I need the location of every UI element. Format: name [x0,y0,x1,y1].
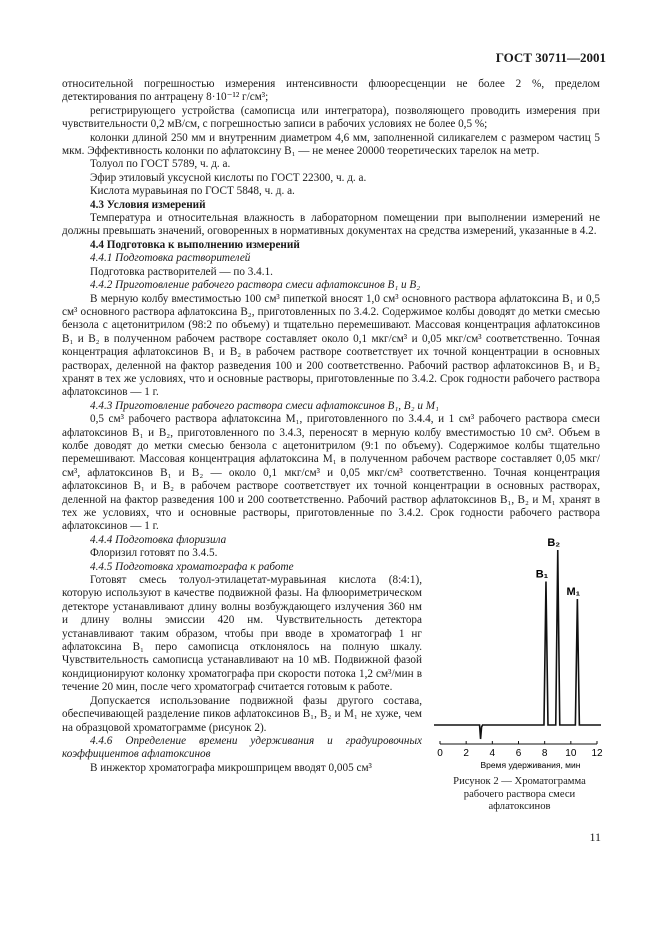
subsection-heading: 4.4.2 Приготовление рабочего раствора смеси афлатоксинов B₁ и B₂ [90,279,421,292]
x-tick-label: 8 [541,748,548,759]
paragraph: В мерную колбу вместимостью 100 см³ пипеткой вносят 1,0 см³ основного раствора афлатоксина B₁ и 0,5 см³ основного раствора афлатоксина B₂, приготовленных по 3.4.2. Содержимое колбы доводят до метки смесью бензола с ацетонитрилом (98:2 по объему) и тщательно перемешивают. Массовая концентрация афлатоксинов B₁ и B₂ в полученном рабочем растворе составляет около 0,1 мкг/см³ и 0,05 мкг/см³ соответственно. Точная концентрация афлатоксинов B₁ и B₂ в рабочем растворе соответствует их точной концентрации в основных растворах, деленной на фактор разведения 100 и 200 соответственно. Рабочий раствор афлатоксинов B₁ и B₂ хранят в тех же условиях, что и основные растворы, приготовленные по 3.4.2. Срок годности рабочего раствора афлатоксинов — 1 г. [62,292,600,399]
x-tick-label: 12 [591,748,603,759]
subsection-heading: 4.4.5 Подготовка хроматографа к работе [90,560,294,573]
paragraph: В инжектор хроматографа микрошприцем вводят 0,005 см³ [90,761,372,774]
page-number: 11 [589,830,601,844]
chromatogram-figure [432,520,607,814]
subsection-heading: 4.4.1 Подготовка растворителей [90,252,251,265]
chromatogram-chart [432,520,607,770]
paragraph: Подготовка растворителей — по 3.4.1. [90,265,273,278]
paragraph: регистрирующего устройства (самописца или интегратора), позволяющего проводить измерения при чувствительности 0,2 мВ/см, с погрешностью записи в рабочих условиях не более 0,5 %; [62,104,600,131]
paragraph: Готовят смесь толуол-этилацетат-муравьиная кислота (8:4:1), которую используют в качестве подвижной фазы. На флюориметрическом детекторе устанавливают длину волны возбуждающего излучения 360 нм и длину волны эмиссии 420 нм. Чувствительность детектора устанавливают таким образом, чтобы при вводе в хроматограф 1 нг афлатоксина B₁ перо самописца отклонялось на полную шкалу. Чувствительность самописца устанавливают на 10 мВ. Подвижной фазой кондиционируют колонку хроматографа при скорости потока 1,2 см³/мин в течение 20 мин, после чего хроматограф считается готовым к работе. [62,574,422,694]
peak-label: M₁ [566,586,581,598]
paragraph: колонки длиной 250 мм и внутренним диаметром 4,6 мм, заполненной силикагелем с размером частиц 5 мкм. Эффективность колонки по афлатоксину B₁ — не менее 20000 теоретических тарелок на метр. [62,131,600,158]
paragraph: Кислота муравьиная по ГОСТ 5848, ч. д. а. [90,185,295,198]
paragraph: относительной погрешностью измерения интенсивности флюоресценции не более 2 %, пределом детектирования по антрацену 8·10⁻¹² г/см³; [62,78,600,104]
x-tick-label: 0 [437,748,443,759]
paragraph: Толуол по ГОСТ 5789, ч. д. а. [90,158,231,171]
x-axis-label: Время удерживания, мин [480,760,581,770]
subsection-heading: 4.4.4 Подготовка флоризила [90,533,227,546]
paragraph: Флоризил готовят по 3.4.5. [90,547,218,560]
x-tick-label: 2 [463,748,469,759]
paragraph: Допускается использование подвижной фазы другого состава, обеспечивающей разделение пиков афлатоксинов B₁, B₂ и M₁ не хуже, чем на образцовой хроматограмме (рисунок 2). [62,694,422,734]
section-heading: 4.3 Условия измерений [90,198,206,211]
chromatogram-trace [434,550,601,739]
paragraph: 0,5 см³ рабочего раствора афлатоксина M₁, приготовленного по 3.4.4, и 1 см³ рабочего раствора смеси афлатоксинов B₁ и B₂, приготовленного по 3.4.3, переносят в мерную колбу вместимостью 10 см³. Объем в колбе доводят до метки смесью бензола с ацетонитрилом (9:1 по объему). Содержимое колбы тщательно перемешивают. Массовая концентрация афлатоксина M₁ в полученном рабочем растворе составляет 0,05 мкг/см³, афлатоксинов B₁ и B₂ — около 0,1 мкг/см³ и 0,05 мкг/см³ соответственно. Точная концентрация афлатоксинов B₁ и B₂ в рабочем растворе соответствует их точной концентрации в основных растворах, деленной на фактор разведения 100 и 200 соответственно. Рабочий раствор афлатоксинов B₁, B₂ и M₁ хранят в тех же условиях, что и основные растворы, приготовленные по 3.4.2. Срок годности рабочего раствора афлатоксинов — 1 г. [62,413,600,533]
x-tick-label: 4 [489,748,496,759]
document-code: ГОСТ 30711—2001 [495,50,606,65]
peak-label: B₂ [547,537,561,549]
paragraph: Эфир этиловый уксусной кислоты по ГОСТ 22300, ч. д. а. [90,171,367,184]
x-tick-label: 10 [565,748,577,759]
peak-label: B₁ [535,568,549,581]
figure-caption: Рисунок 2 — Хроматограмма рабочего раствора смеси афлатоксинов [453,776,586,813]
paragraph: Температура и относительная влажность в лабораторном помещении при выполнении измерений не должны превышать значений, оговоренных в нормативных документах на средства измерений, указанные в 4.2. [62,212,600,238]
subsection-heading: 4.4.3 Приготовление рабочего раствора смеси афлатоксинов B₁, B₂ и M₁ [90,399,439,412]
subsection-heading: 4.4.6 Определение времени удерживания и градуировочных коэффициентов афлатоксинов [62,734,422,761]
x-tick-label: 6 [515,748,522,759]
section-heading: 4.4 Подготовка к выполнению измерений [90,238,300,251]
